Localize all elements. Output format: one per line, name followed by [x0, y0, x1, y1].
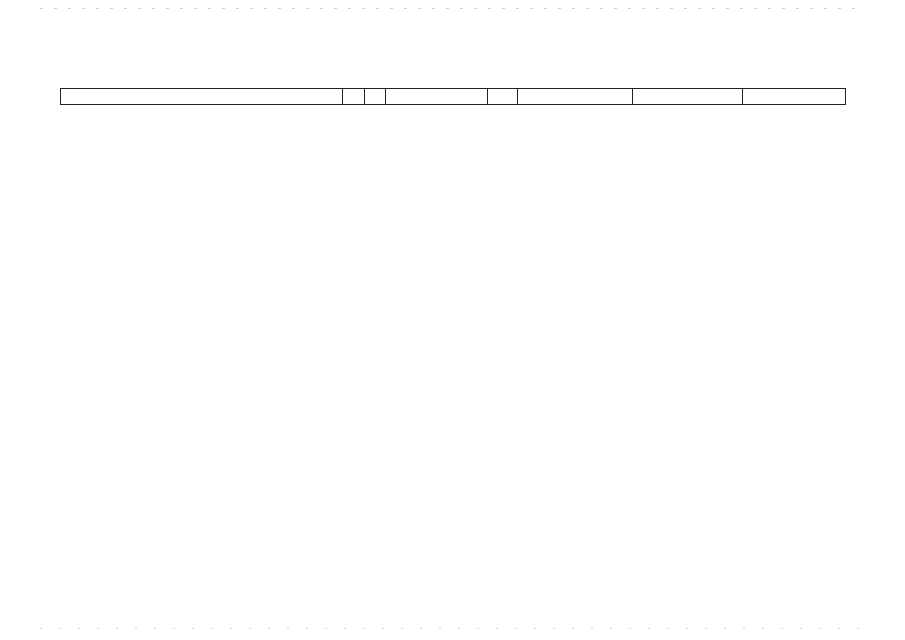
- scan-artifact: [40, 628, 860, 629]
- table-header-row: [60, 88, 846, 105]
- column-header-6: [518, 89, 633, 104]
- column-header-8: [743, 89, 845, 104]
- column-header-3: [365, 89, 386, 104]
- column-header-2: [343, 89, 365, 104]
- column-header-4: [386, 89, 488, 104]
- column-header-1: [61, 89, 343, 104]
- scan-artifact: [40, 8, 860, 9]
- column-header-5: [488, 89, 518, 104]
- column-header-7: [633, 89, 744, 104]
